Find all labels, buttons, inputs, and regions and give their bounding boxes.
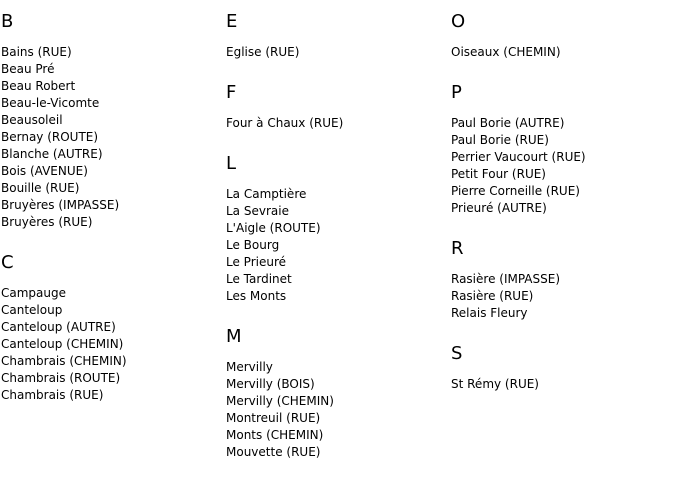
letter-group [226, 10, 446, 61]
street-link[interactable]: Le Tardinet [226, 272, 292, 286]
street-link[interactable]: Chambrais (RUE) [1, 388, 104, 402]
street-link[interactable]: Mervilly (BOIS) [226, 377, 315, 391]
street-link[interactable]: Perrier Vaucourt (RUE) [451, 150, 586, 164]
letter-heading: O [451, 11, 466, 32]
index-column-3 [451, 10, 671, 413]
letter-group [226, 152, 446, 305]
street-link[interactable]: Les Monts [226, 289, 287, 303]
street-link[interactable]: Bouille (RUE) [1, 181, 80, 195]
street-link[interactable]: Bois (AVENUE) [1, 164, 88, 178]
street-link[interactable]: Le Bourg [226, 238, 280, 252]
street-link[interactable]: Beausoleil [1, 113, 63, 127]
letter-group [451, 81, 671, 217]
street-list [226, 44, 446, 61]
street-link[interactable]: Mervilly (CHEMIN) [226, 394, 334, 408]
letter-group [1, 251, 221, 404]
street-link[interactable]: Rasière (IMPASSE) [451, 272, 561, 286]
street-link[interactable]: Relais Fleury [451, 306, 528, 320]
letter-heading: S [451, 343, 463, 364]
street-link[interactable]: Monts (CHEMIN) [226, 428, 324, 442]
street-link[interactable]: La Sevraie [226, 204, 289, 218]
street-link[interactable]: Campauge [1, 286, 66, 300]
index-column-1 [1, 10, 221, 424]
street-link[interactable]: La Camptière [226, 187, 307, 201]
street-link[interactable]: St Rémy (RUE) [451, 377, 539, 391]
street-link[interactable]: Beau-le-Vicomte [1, 96, 100, 110]
street-link[interactable]: Oiseaux (CHEMIN) [451, 45, 561, 59]
letter-group [451, 237, 671, 322]
letter-heading: P [451, 82, 462, 103]
street-link[interactable]: Paul Borie (RUE) [451, 133, 549, 147]
street-link[interactable]: Mervilly [226, 360, 273, 374]
street-link[interactable]: Chambrais (CHEMIN) [1, 354, 127, 368]
letter-heading: M [226, 326, 242, 347]
street-link[interactable]: Montreuil (RUE) [226, 411, 321, 425]
street-link[interactable]: Four à Chaux (RUE) [226, 116, 344, 130]
street-link[interactable]: Blanche (AUTRE) [1, 147, 103, 161]
street-list [226, 359, 446, 461]
street-list [451, 44, 671, 61]
street-link[interactable]: Le Prieuré [226, 255, 287, 269]
street-link[interactable]: Bruyères (RUE) [1, 215, 93, 229]
street-link[interactable]: Petit Four (RUE) [451, 167, 546, 181]
street-link[interactable]: L'Aigle (ROUTE) [226, 221, 321, 235]
street-list [1, 44, 221, 231]
street-list [451, 376, 671, 393]
letter-heading: B [1, 11, 14, 32]
letter-group [226, 325, 446, 461]
letter-heading: E [226, 11, 238, 32]
street-link[interactable]: Bernay (ROUTE) [1, 130, 99, 144]
street-link[interactable]: Rasière (RUE) [451, 289, 534, 303]
street-link[interactable]: Beau Robert [1, 79, 76, 93]
letter-group [226, 81, 446, 132]
street-link[interactable]: Paul Borie (AUTRE) [451, 116, 565, 130]
street-link[interactable]: Mouvette (RUE) [226, 445, 321, 459]
street-link[interactable]: Canteloup [1, 303, 63, 317]
street-link[interactable]: Pierre Corneille (RUE) [451, 184, 580, 198]
street-link[interactable]: Beau Pré [1, 62, 55, 76]
index-column-2 [226, 10, 446, 481]
street-link[interactable]: Bruyères (IMPASSE) [1, 198, 120, 212]
street-list [451, 115, 671, 217]
letter-heading: F [226, 82, 237, 103]
street-link[interactable]: Eglise (RUE) [226, 45, 300, 59]
street-list [1, 285, 221, 404]
street-list [226, 115, 446, 132]
street-list [226, 186, 446, 305]
letter-group [1, 10, 221, 231]
street-list [451, 271, 671, 322]
letter-group [451, 10, 671, 61]
letter-group [451, 342, 671, 393]
street-link[interactable]: Canteloup (AUTRE) [1, 320, 116, 334]
street-link[interactable]: Canteloup (CHEMIN) [1, 337, 124, 351]
street-link[interactable]: Chambrais (ROUTE) [1, 371, 121, 385]
letter-heading: L [226, 153, 237, 174]
street-link[interactable]: Prieuré (AUTRE) [451, 201, 547, 215]
letter-heading: R [451, 238, 464, 259]
street-link[interactable]: Bains (RUE) [1, 45, 72, 59]
letter-heading: C [1, 252, 14, 273]
